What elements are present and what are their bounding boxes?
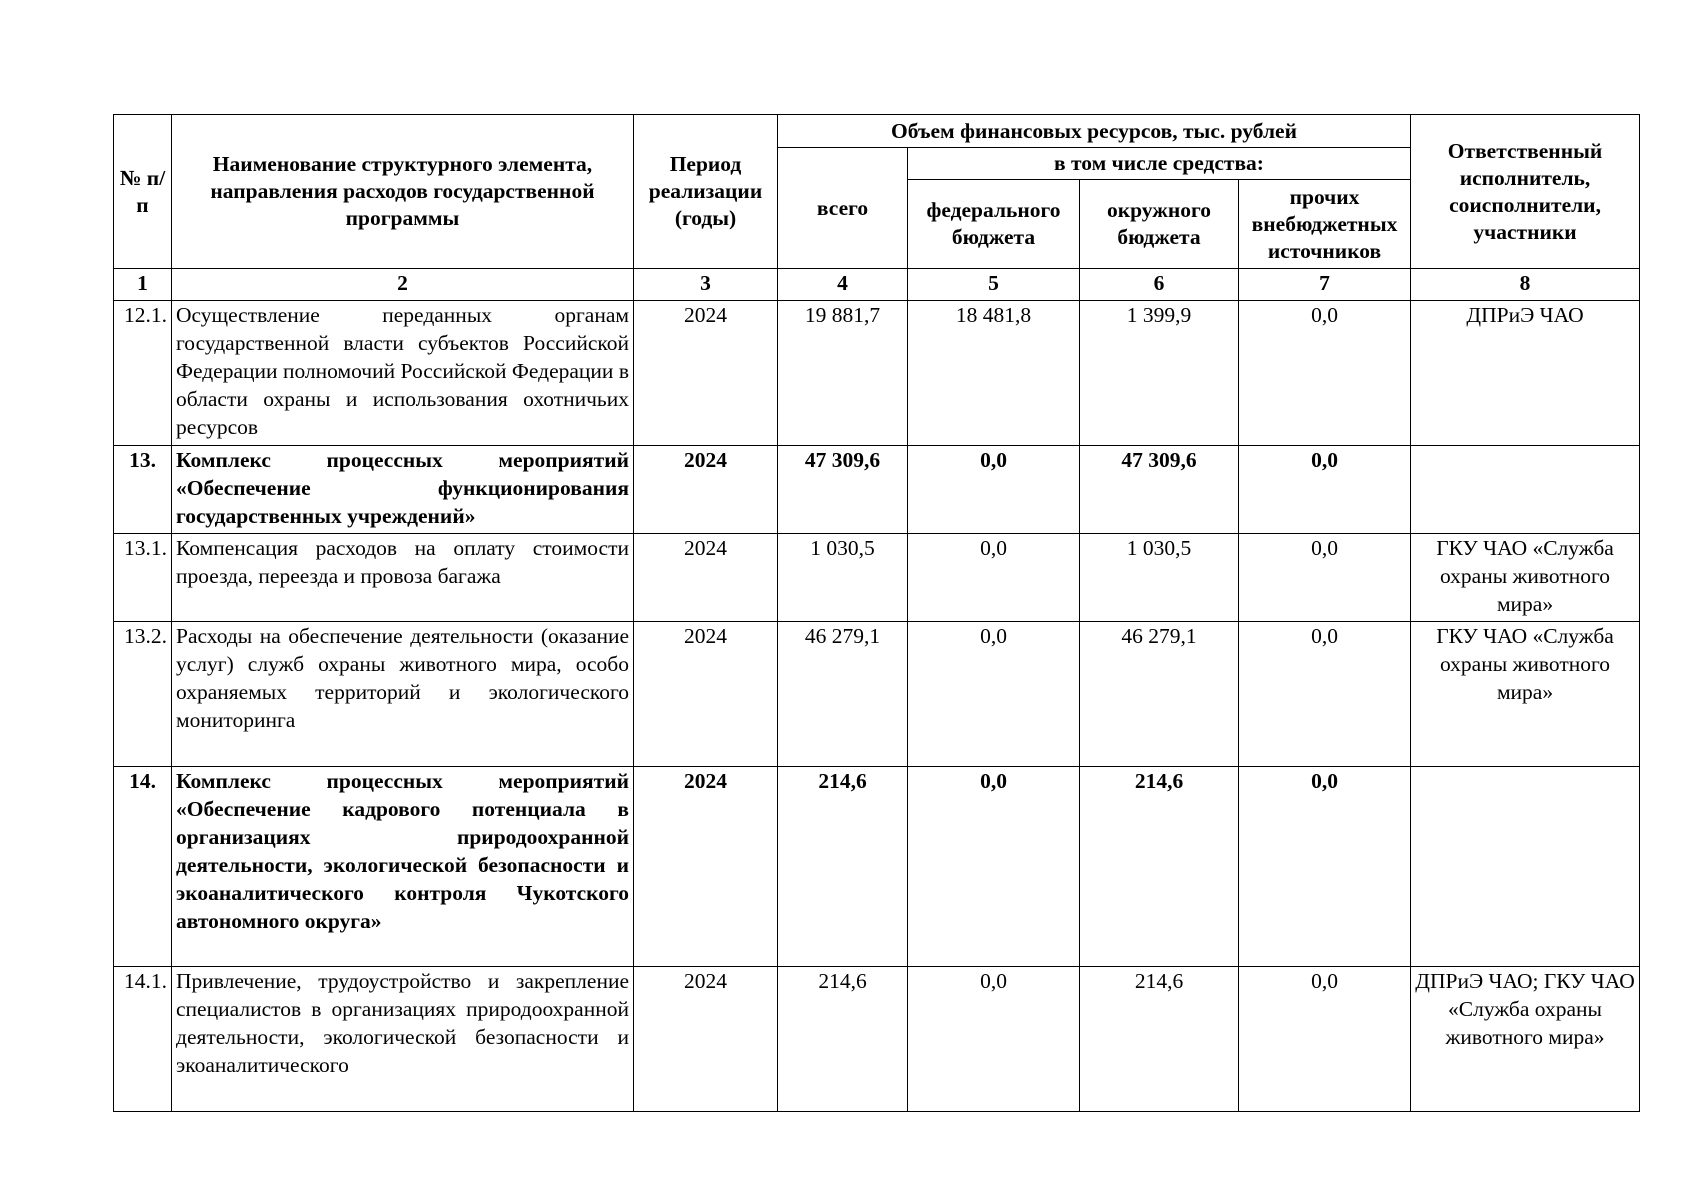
row-number: 13. xyxy=(114,446,172,534)
row-other: 0,0 xyxy=(1239,446,1411,534)
col-number: 1 xyxy=(114,269,172,301)
row-federal: 18 481,8 xyxy=(908,301,1080,446)
row-period: 2024 xyxy=(634,967,778,1112)
row-district: 1 030,5 xyxy=(1080,534,1239,622)
row-period: 2024 xyxy=(634,622,778,767)
row-federal: 0,0 xyxy=(908,767,1080,967)
header-responsible: Ответственный исполнитель, соисполнители, участники xyxy=(1411,115,1640,269)
col-number: 2 xyxy=(172,269,634,301)
row-number: 14. xyxy=(114,767,172,967)
col-number: 3 xyxy=(634,269,778,301)
row-name: Расходы на обеспечение деятельности (оказание услуг) служб охраны животного мира, особо охраняемых территорий и экологического мониторинга xyxy=(172,622,634,767)
table-row xyxy=(114,967,1640,1112)
row-total: 214,6 xyxy=(778,967,908,1112)
row-responsible: ГКУ ЧАО «Служба охраны животного мира» xyxy=(1411,534,1640,622)
budget-table xyxy=(113,114,1640,1112)
row-name: Компенсация расходов на оплату стоимости проезда, переезда и провоза багажа xyxy=(172,534,634,622)
row-responsible xyxy=(1411,767,1640,967)
row-responsible xyxy=(1411,446,1640,534)
row-responsible: ДПРиЭ ЧАО; ГКУ ЧАО «Служба охраны животного мира» xyxy=(1411,967,1640,1112)
col-number: 5 xyxy=(908,269,1080,301)
row-total: 214,6 xyxy=(778,767,908,967)
col-number: 7 xyxy=(1239,269,1411,301)
row-district: 46 279,1 xyxy=(1080,622,1239,767)
row-district: 214,6 xyxy=(1080,967,1239,1112)
table-row xyxy=(114,534,1640,622)
row-federal: 0,0 xyxy=(908,534,1080,622)
row-other: 0,0 xyxy=(1239,622,1411,767)
col-number: 8 xyxy=(1411,269,1640,301)
row-number: 14.1. xyxy=(114,967,172,1112)
row-district: 214,6 xyxy=(1080,767,1239,967)
row-other: 0,0 xyxy=(1239,967,1411,1112)
table-row xyxy=(114,622,1640,767)
row-number: 13.2. xyxy=(114,622,172,767)
table-row xyxy=(114,767,1640,967)
header-other: прочих внебюджетных источников xyxy=(1239,180,1411,269)
col-number: 6 xyxy=(1080,269,1239,301)
row-number: 13.1. xyxy=(114,534,172,622)
row-total: 1 030,5 xyxy=(778,534,908,622)
header-period: Период реализации (годы) xyxy=(634,115,778,269)
table-row xyxy=(114,446,1640,534)
row-district: 1 399,9 xyxy=(1080,301,1239,446)
row-other: 0,0 xyxy=(1239,767,1411,967)
row-number: 12.1. xyxy=(114,301,172,446)
header-district: окружного бюджета xyxy=(1080,180,1239,269)
header-including: в том числе средства: xyxy=(908,148,1411,180)
header-num: № п/п xyxy=(114,115,172,269)
row-name: Привлечение, трудоустройство и закрепление специалистов в организациях природоохранной деятельности, экологической безопасности и экоаналитического xyxy=(172,967,634,1112)
row-period: 2024 xyxy=(634,301,778,446)
row-name: Комплекс процессных мероприятий «Обеспечение функционирования государственных учреждений» xyxy=(172,446,634,534)
row-responsible: ГКУ ЧАО «Служба охраны животного мира» xyxy=(1411,622,1640,767)
column-number-row xyxy=(114,269,1640,301)
row-other: 0,0 xyxy=(1239,301,1411,446)
row-federal: 0,0 xyxy=(908,446,1080,534)
row-period: 2024 xyxy=(634,767,778,967)
row-district: 47 309,6 xyxy=(1080,446,1239,534)
header-volume: Объем финансовых ресурсов, тыс. рублей xyxy=(778,115,1411,148)
row-total: 47 309,6 xyxy=(778,446,908,534)
row-period: 2024 xyxy=(634,534,778,622)
row-federal: 0,0 xyxy=(908,967,1080,1112)
row-other: 0,0 xyxy=(1239,534,1411,622)
header-federal: федерального бюджета xyxy=(908,180,1080,269)
row-total: 19 881,7 xyxy=(778,301,908,446)
row-total: 46 279,1 xyxy=(778,622,908,767)
row-period: 2024 xyxy=(634,446,778,534)
row-name: Комплекс процессных мероприятий «Обеспечение кадрового потенциала в организациях природоохранной деятельности, экологической безопасности и экоаналитического контроля Чукотского автономного округа» xyxy=(172,767,634,967)
row-responsible: ДПРиЭ ЧАО xyxy=(1411,301,1640,446)
header-total: всего xyxy=(778,148,908,269)
row-name: Осуществление переданных органам государственной власти субъектов Российской Федерации полномочий Российской Федерации в области охраны и использования охотничьих ресурсов xyxy=(172,301,634,446)
table-row xyxy=(114,301,1640,446)
col-number: 4 xyxy=(778,269,908,301)
row-federal: 0,0 xyxy=(908,622,1080,767)
header-name: Наименование структурного элемента, направления расходов государственной программы xyxy=(172,115,634,269)
